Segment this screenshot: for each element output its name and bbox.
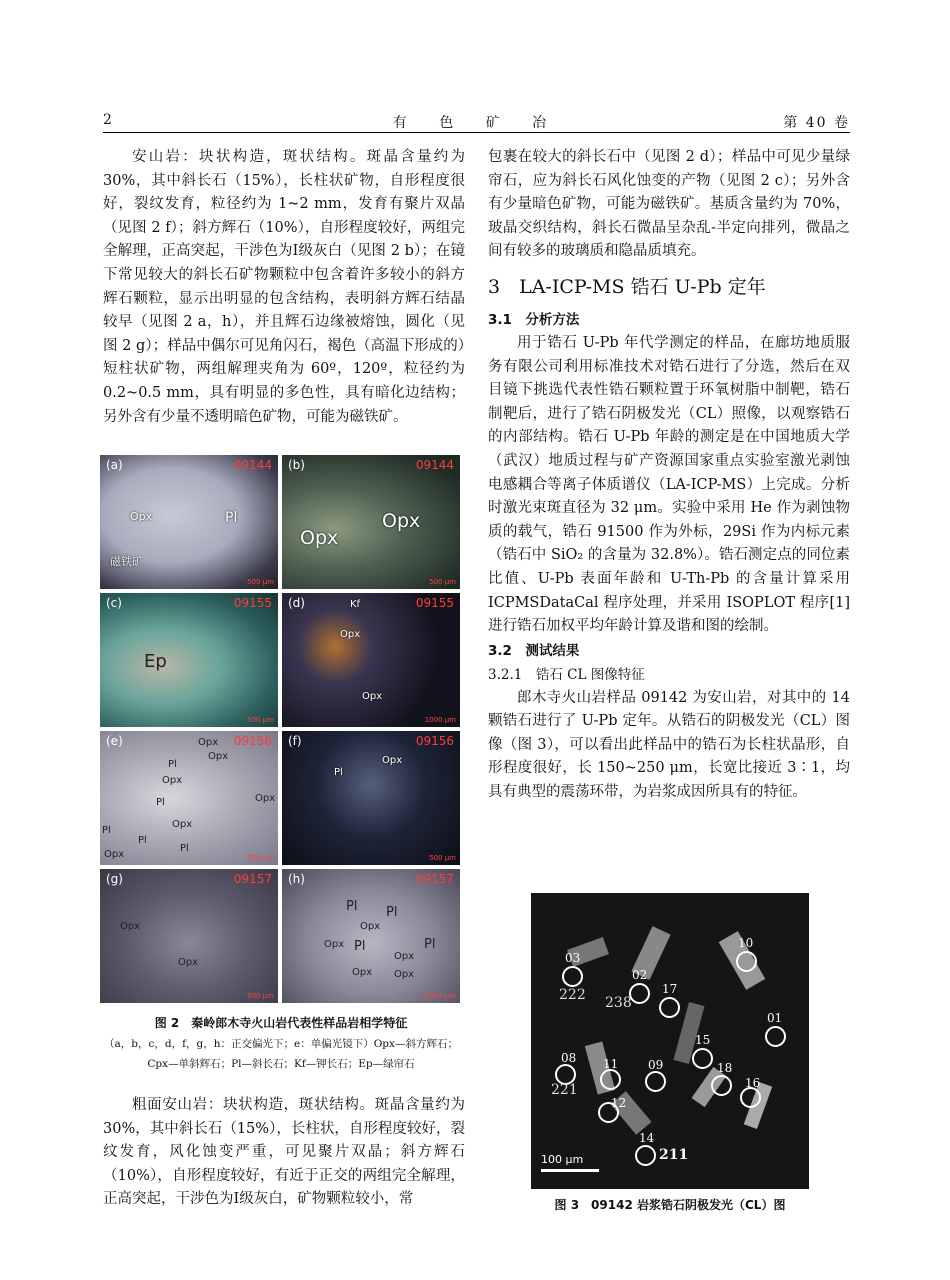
mineral-label: Opx [208, 751, 229, 762]
scale-bar: 500 μm [247, 992, 274, 1000]
mineral-label: Opx [255, 793, 276, 804]
scale-bar: 500 μm [247, 716, 274, 724]
spot-number: 01 [767, 1011, 783, 1025]
panel-e [100, 731, 278, 865]
mineral-label: Pl [354, 939, 366, 954]
figure-2 [100, 455, 462, 1005]
analysis-spot [736, 951, 757, 972]
mineral-label: Opx [352, 967, 373, 978]
panel-a [100, 455, 278, 589]
mineral-label: Opx [340, 629, 361, 640]
sample-id: 09156 [233, 734, 272, 748]
methods-paragraph: 用于锆石 U-Pb 年代学测定的样品，在廊坊地质服务有限公司利用标准技术对锆石进行了分选，然后在双目镜下挑选代表性锆石颗粒置于环氧树脂中制靶，锆石制靶后，进行了锆石阴极发光（CL）照像，以观察锆石的内部结构。锆石 U-Pb 年龄的测定是在中国地质大学（武汉）地质过程与矿产资源国家重点实验室激光剥蚀电感耦合等离子体质谱仪（LA-ICP-MS）上完成。分析时激光束斑直径为 32 μm。实验中采用 He 作为剥蚀物质的载气，锆石 91500 作为外标，29Si 作为内标元素（锆石中 SiO₂ 的含量为 32.8%）。锆石测定点的同位素比值、U-Pb 表面年龄和 U-Th-Pb 的含量计算采用 ICPMSDataCal 程序处理，并采用 ISOPLOT 程序[1]进行锆石加权平均年龄计算及谐和图的绘制。 [488, 334, 850, 635]
age-label: 221 [551, 1082, 578, 1098]
panel-label: (f) [288, 734, 302, 748]
analysis-spot [562, 966, 583, 987]
sample-id: 09144 [415, 458, 454, 472]
spot-number: 18 [717, 1061, 733, 1075]
spot-number: 02 [632, 968, 648, 982]
mineral-label: Opx [360, 921, 381, 932]
mineral-label: Opx [172, 819, 193, 830]
volume-label: 第 40 卷 [783, 115, 850, 131]
spot-number: 17 [662, 982, 678, 996]
sample-id: 09156 [415, 734, 454, 748]
sample-id: 09157 [233, 872, 272, 886]
analysis-spot [711, 1075, 732, 1096]
scale-bar [541, 1169, 599, 1172]
mineral-label: Pl [424, 937, 436, 952]
section-3-2-1-heading: 3.2.1 锆石 CL 图像特征 [488, 666, 645, 683]
panel-label: (h) [288, 872, 305, 886]
panel-g [100, 869, 278, 1003]
panel-label: (c) [106, 596, 122, 610]
analysis-spot [629, 983, 650, 1004]
age-label: 238 [605, 995, 632, 1011]
panel-label: (d) [288, 596, 305, 610]
mineral-label: Opx [382, 510, 421, 532]
mineral-label: Pl [138, 835, 147, 846]
mineral-label: Pl [386, 905, 398, 920]
mineral-label: Ep [144, 651, 167, 672]
mineral-label: Opx [300, 527, 339, 549]
spot-number: 10 [738, 936, 754, 950]
mineral-label: Opx [324, 939, 345, 950]
spot-number: 11 [603, 1057, 619, 1071]
journal-title: 有 色 矿 冶 [392, 115, 561, 131]
analysis-spot [645, 1071, 666, 1092]
analysis-spot [659, 997, 680, 1018]
sample-id: 09144 [233, 458, 272, 472]
panel-d [282, 593, 460, 727]
sample-id: 09155 [233, 596, 272, 610]
mineral-label: Pl [102, 825, 111, 836]
panel-label: (g) [106, 872, 123, 886]
figure-2-legend-line-2: Cpx—单斜辉石；Pl—斜长石；Kf—钾长石；Ep—绿帘石 [147, 1058, 415, 1070]
mineral-label: Opx [382, 755, 403, 766]
page-number: 2 [103, 112, 112, 128]
spot-number: 09 [648, 1058, 664, 1072]
mineral-label: Pl [168, 759, 177, 770]
mineral-label: Opx [104, 849, 125, 860]
mineral-label: Pl [346, 899, 358, 914]
mineral-label: Opx [198, 737, 219, 748]
mineral-label: Opx [362, 691, 383, 702]
mineral-label: Kf [350, 599, 361, 610]
analysis-spot [740, 1087, 761, 1108]
panel-label: (e) [106, 734, 123, 748]
analysis-spot [600, 1069, 621, 1090]
analysis-spot [692, 1048, 713, 1069]
age-label: 211 [659, 1147, 689, 1163]
panel-f [282, 731, 460, 865]
scale-bar: 1000 μm [424, 992, 456, 1000]
figure-2-caption: 图 2 秦岭郎木寺火山岩代表性样品岩相学特征 [154, 1016, 408, 1030]
age-label: 222 [559, 987, 586, 1003]
right-column [488, 146, 850, 805]
mineral-label: Pl [334, 767, 343, 778]
panel-b [282, 455, 460, 589]
mineral-label: Opx [162, 775, 183, 786]
mineral-label: Opx [394, 951, 415, 962]
spot-number: 16 [745, 1076, 761, 1090]
mineral-label: Opx [178, 957, 199, 968]
section-3-2-heading: 3.2 测试结果 [488, 642, 580, 659]
mineral-label: Pl [156, 797, 165, 808]
panel-h [282, 869, 460, 1003]
panel-label: (a) [106, 458, 123, 472]
analysis-spot [765, 1026, 786, 1047]
scale-bar: 1000 μm [424, 716, 456, 724]
mineral-label: Opx [394, 969, 415, 980]
spot-number: 12 [611, 1096, 627, 1110]
sample-id: 09157 [415, 872, 454, 886]
andesite-paragraph: 安山岩：块状构造，斑状结构。斑晶含量约为30%，其中斜长石（15%），长柱状矿物，自形程度很好，裂纹发育，粒径约为 1~2 mm，发育有聚片双晶（见图 2 f）；斜方辉石（10%），自形程度较好，两组完全解理，正高突起，干涉色为Ⅰ级灰白（见图 2 b）；在镜下常见较大的斜长石矿物颗粒中包含着许多较小的斜方辉石颗粒，显示出明显的包含结构，表明斜方辉石结晶较早（见图 2 a，h），并且辉石边缘被熔蚀，圆化（见图 2 g）；样品中偶尔可见角闪石，褐色（高温下形成的）短柱状矿物，两组解理夹角为 60º，120º，粒径约为 0.2~0.5 mm，具有明显的多色性，具有暗化边结构；另外含有少量不透明暗色矿物，可能为磁铁矿。 [103, 149, 465, 425]
continued-paragraph: 包裹在较大的斜长石中（见图 2 d）；样品中可见少量绿帘石，应为斜长石风化蚀变的产物（见图 2 c）；另外含有少量暗色矿物，可能为磁铁矿。基质含量约为 70%，玻晶交织结构，斜长石微晶呈杂乱-半定向排列，微晶之间有较多的玻璃质和隐晶质填充。 [488, 149, 850, 260]
scale-label: 100 μm [541, 1153, 584, 1166]
panel-c [100, 593, 278, 727]
scale-bar: 500 μm [247, 854, 274, 862]
figure-3-cl-image [531, 893, 809, 1189]
mineral-label: 磁铁矿 [110, 555, 143, 568]
panel-label: (b) [288, 458, 305, 472]
figure-2-legend-line-1: （a，b，c，d，f，g，h：正交偏光下；e：单偏光镜下）Opx—斜方辉石； [104, 1038, 458, 1050]
left-column-top [103, 146, 465, 429]
trachyandesite-paragraph: 粗面安山岩：块状构造，斑状结构。斑晶含量约为 30%，其中斜长石（15%），长柱状，自形程度较好，裂纹发育，风化蚀变严重，可见聚片双晶；斜方辉石（10%），自形程度较好，有近于正交的两组完全解理，正高突起，干涉色为Ⅰ级灰白，矿物颗粒较小，常 [103, 1097, 465, 1208]
spot-number: 14 [639, 1131, 655, 1145]
mineral-label: Opx [130, 510, 153, 523]
figure-3-caption: 图 3 09142 岩浆锆石阴极发光（CL）图 [554, 1198, 786, 1212]
scale-bar: 500 μm [429, 578, 456, 586]
mineral-label: Pl [180, 843, 189, 854]
cl-paragraph: 郎木寺火山岩样品 09142 为安山岩，对其中的 14 颗锆石进行了 U-Pb 定年。从锆石的阴极发光（CL）图像（图 3），可以看出此样品中的锆石为长柱状晶形，自形程度很好，长 150~250 μm，长宽比接近 3∶1，均具有典型的震荡环带，为岩浆成因所具有的特征。 [488, 689, 850, 801]
spot-number: 08 [561, 1051, 577, 1065]
mineral-label: Opx [120, 921, 141, 932]
sample-id: 09155 [415, 596, 454, 610]
analysis-spot [635, 1145, 656, 1166]
spot-number: 03 [565, 951, 581, 965]
running-header [103, 112, 850, 133]
mineral-label: Pl [225, 510, 238, 526]
section-3-heading: 3 LA-ICP-MS 锆石 U-Pb 定年 [488, 275, 766, 298]
left-column-bottom [103, 1094, 465, 1212]
scale-bar: 500 μm [247, 578, 274, 586]
section-3-1-heading: 3.1 分析方法 [488, 311, 580, 328]
spot-number: 15 [695, 1033, 711, 1047]
scale-bar: 500 μm [429, 854, 456, 862]
